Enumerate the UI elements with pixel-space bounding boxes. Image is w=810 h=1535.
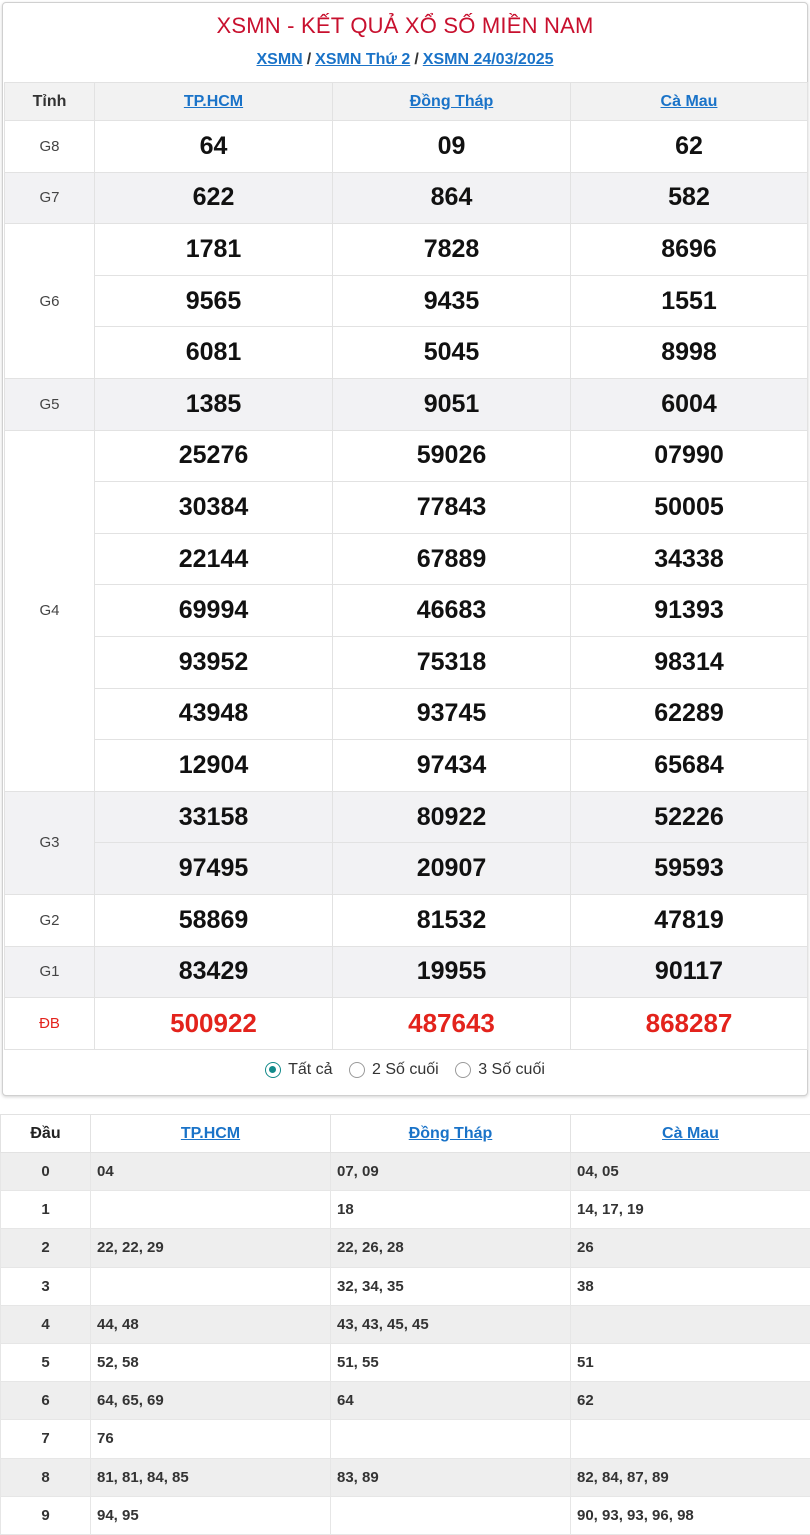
dau-values — [571, 1420, 810, 1458]
prize-number: 81532 — [333, 894, 571, 946]
prize-number: 80922 — [333, 791, 571, 843]
dau-values: 62 — [571, 1382, 810, 1420]
prize-row — [5, 688, 808, 740]
dau-values: 22, 22, 29 — [91, 1229, 331, 1267]
prize-label: G8 — [5, 121, 95, 173]
prize-number: 98314 — [571, 636, 808, 688]
prize-label: G3 — [5, 791, 95, 894]
dau-values: 76 — [91, 1420, 331, 1458]
prize-number: 62 — [571, 121, 808, 173]
results-header-row — [5, 83, 808, 121]
prize-number: 8696 — [571, 224, 808, 276]
prize-number: 59026 — [333, 430, 571, 482]
dau-digit: 6 — [1, 1382, 91, 1420]
prize-number: 90117 — [571, 946, 808, 998]
dau-values: 22, 26, 28 — [331, 1229, 571, 1267]
prize-row — [5, 533, 808, 585]
prize-number: 09 — [333, 121, 571, 173]
page-title: XSMN - KẾT QUẢ XỔ SỐ MIỀN NAM — [3, 13, 807, 39]
prize-number: 34338 — [571, 533, 808, 585]
dau-values — [571, 1305, 810, 1343]
special-prize-number: 500922 — [95, 998, 333, 1050]
dau-values — [331, 1420, 571, 1458]
prize-number: 7828 — [333, 224, 571, 276]
prize-label: ĐB — [5, 998, 95, 1050]
prize-number: 93952 — [95, 636, 333, 688]
prize-row — [5, 482, 808, 534]
prize-number: 97434 — [333, 740, 571, 792]
dau-row — [1, 1153, 810, 1191]
results-panel — [2, 2, 808, 1096]
prize-row — [5, 430, 808, 482]
prize-label: G1 — [5, 946, 95, 998]
dau-values: 04, 05 — [571, 1153, 810, 1191]
dau-province-link-dong-thap[interactable]: Đồng Tháp — [331, 1115, 571, 1153]
prize-row — [5, 791, 808, 843]
breadcrumb-separator: / — [414, 51, 418, 68]
prize-number: 1385 — [95, 378, 333, 430]
prize-row — [5, 636, 808, 688]
dau-values: 43, 43, 45, 45 — [331, 1305, 571, 1343]
dau-digit: 0 — [1, 1153, 91, 1191]
prize-number: 07990 — [571, 430, 808, 482]
dau-row — [1, 1267, 810, 1305]
dau-header-row — [1, 1115, 810, 1153]
prize-row — [5, 224, 808, 276]
prize-number: 6081 — [95, 327, 333, 379]
prize-row — [5, 121, 808, 173]
prize-label: G6 — [5, 224, 95, 379]
dau-values — [331, 1496, 571, 1534]
dau-province-link-ca-mau[interactable]: Cà Mau — [571, 1115, 810, 1153]
prize-number: 65684 — [571, 740, 808, 792]
filter-last2-label: 2 Số cuối — [372, 1061, 439, 1079]
province-link-ca-mau[interactable]: Cà Mau — [571, 83, 808, 121]
results-table — [4, 82, 808, 1050]
dau-values: 51 — [571, 1343, 810, 1381]
prize-number: 69994 — [95, 585, 333, 637]
prize-number: 25276 — [95, 430, 333, 482]
dau-values: 44, 48 — [91, 1305, 331, 1343]
prize-number: 43948 — [95, 688, 333, 740]
dau-values: 32, 34, 35 — [331, 1267, 571, 1305]
dau-values: 14, 17, 19 — [571, 1191, 810, 1229]
prize-number: 864 — [333, 172, 571, 224]
filter-last2-option[interactable] — [349, 1061, 439, 1079]
dau-row — [1, 1496, 810, 1534]
prize-number: 582 — [571, 172, 808, 224]
prize-label: G7 — [5, 172, 95, 224]
filter-all-label: Tất cả — [288, 1061, 332, 1079]
dau-values: 38 — [571, 1267, 810, 1305]
prize-number: 9565 — [95, 275, 333, 327]
prize-row — [5, 327, 808, 379]
prize-number: 6004 — [571, 378, 808, 430]
prize-number: 1781 — [95, 224, 333, 276]
dau-values — [91, 1267, 331, 1305]
dau-row — [1, 1191, 810, 1229]
dau-values: 83, 89 — [331, 1458, 571, 1496]
dau-digit: 8 — [1, 1458, 91, 1496]
dau-values: 82, 84, 87, 89 — [571, 1458, 810, 1496]
dau-table — [0, 1114, 810, 1535]
special-prize-number: 487643 — [333, 998, 571, 1050]
dau-row — [1, 1420, 810, 1458]
prize-number: 50005 — [571, 482, 808, 534]
prize-number: 1551 — [571, 275, 808, 327]
dau-header-label: Đầu — [1, 1115, 91, 1153]
prize-row — [5, 998, 808, 1050]
prize-number: 64 — [95, 121, 333, 173]
dau-values: 51, 55 — [331, 1343, 571, 1381]
breadcrumb-xsmn-link[interactable]: XSMN — [256, 51, 302, 68]
dau-digit: 3 — [1, 1267, 91, 1305]
dau-row — [1, 1343, 810, 1381]
digit-filter — [3, 1061, 807, 1083]
prize-number: 33158 — [95, 791, 333, 843]
prize-number: 9435 — [333, 275, 571, 327]
prize-number: 622 — [95, 172, 333, 224]
radio-icon[interactable] — [349, 1062, 365, 1078]
dau-values: 04 — [91, 1153, 331, 1191]
breadcrumb-date-link[interactable]: XSMN 24/03/2025 — [423, 51, 554, 68]
filter-all-option[interactable] — [265, 1061, 332, 1079]
prize-number: 22144 — [95, 533, 333, 585]
breadcrumb-separator: / — [307, 51, 311, 68]
filter-last3-label: 3 Số cuối — [478, 1061, 545, 1079]
prize-row — [5, 275, 808, 327]
province-link-dong-thap[interactable]: Đồng Tháp — [333, 83, 571, 121]
dau-values: 90, 93, 93, 96, 98 — [571, 1496, 810, 1534]
dau-row — [1, 1458, 810, 1496]
prize-number: 52226 — [571, 791, 808, 843]
prize-number: 46683 — [333, 585, 571, 637]
dau-digit: 7 — [1, 1420, 91, 1458]
prize-number: 75318 — [333, 636, 571, 688]
special-prize-number: 868287 — [571, 998, 808, 1050]
prize-number: 19955 — [333, 946, 571, 998]
dau-values: 81, 81, 84, 85 — [91, 1458, 331, 1496]
radio-selected-icon[interactable] — [265, 1062, 281, 1078]
dau-values: 18 — [331, 1191, 571, 1229]
dau-values: 52, 58 — [91, 1343, 331, 1381]
prize-row — [5, 946, 808, 998]
prize-row — [5, 843, 808, 895]
dau-row — [1, 1382, 810, 1420]
prize-number: 59593 — [571, 843, 808, 895]
dau-digit: 5 — [1, 1343, 91, 1381]
prize-number: 83429 — [95, 946, 333, 998]
prize-number: 97495 — [95, 843, 333, 895]
dau-digit: 4 — [1, 1305, 91, 1343]
prize-number: 20907 — [333, 843, 571, 895]
prize-number: 67889 — [333, 533, 571, 585]
dau-row — [1, 1229, 810, 1267]
dau-digit: 2 — [1, 1229, 91, 1267]
dau-values: 26 — [571, 1229, 810, 1267]
prize-number: 12904 — [95, 740, 333, 792]
prize-label: G4 — [5, 430, 95, 791]
province-header-label: Tỉnh — [5, 83, 95, 121]
dau-values: 64 — [331, 1382, 571, 1420]
prize-row — [5, 740, 808, 792]
prize-label: G5 — [5, 378, 95, 430]
province-link-tphcm[interactable]: TP.HCM — [95, 83, 333, 121]
prize-number: 77843 — [333, 482, 571, 534]
prize-label: G2 — [5, 894, 95, 946]
dau-digit: 1 — [1, 1191, 91, 1229]
prize-number: 58869 — [95, 894, 333, 946]
prize-number: 5045 — [333, 327, 571, 379]
dau-values: 94, 95 — [91, 1496, 331, 1534]
prize-number: 62289 — [571, 688, 808, 740]
breadcrumb-xsmn-thu2-link[interactable]: XSMN Thứ 2 — [315, 51, 410, 68]
dau-values: 07, 09 — [331, 1153, 571, 1191]
prize-row — [5, 172, 808, 224]
prize-number: 9051 — [333, 378, 571, 430]
breadcrumb — [3, 51, 807, 69]
prize-number: 30384 — [95, 482, 333, 534]
prize-number: 47819 — [571, 894, 808, 946]
dau-digit: 9 — [1, 1496, 91, 1534]
prize-number: 8998 — [571, 327, 808, 379]
prize-row — [5, 585, 808, 637]
prize-row — [5, 378, 808, 430]
dau-row — [1, 1305, 810, 1343]
dau-values: 64, 65, 69 — [91, 1382, 331, 1420]
prize-number: 93745 — [333, 688, 571, 740]
prize-row — [5, 894, 808, 946]
dau-province-link-tphcm[interactable]: TP.HCM — [91, 1115, 331, 1153]
dau-values — [91, 1191, 331, 1229]
radio-icon[interactable] — [455, 1062, 471, 1078]
prize-number: 91393 — [571, 585, 808, 637]
filter-last3-option[interactable] — [455, 1061, 545, 1079]
